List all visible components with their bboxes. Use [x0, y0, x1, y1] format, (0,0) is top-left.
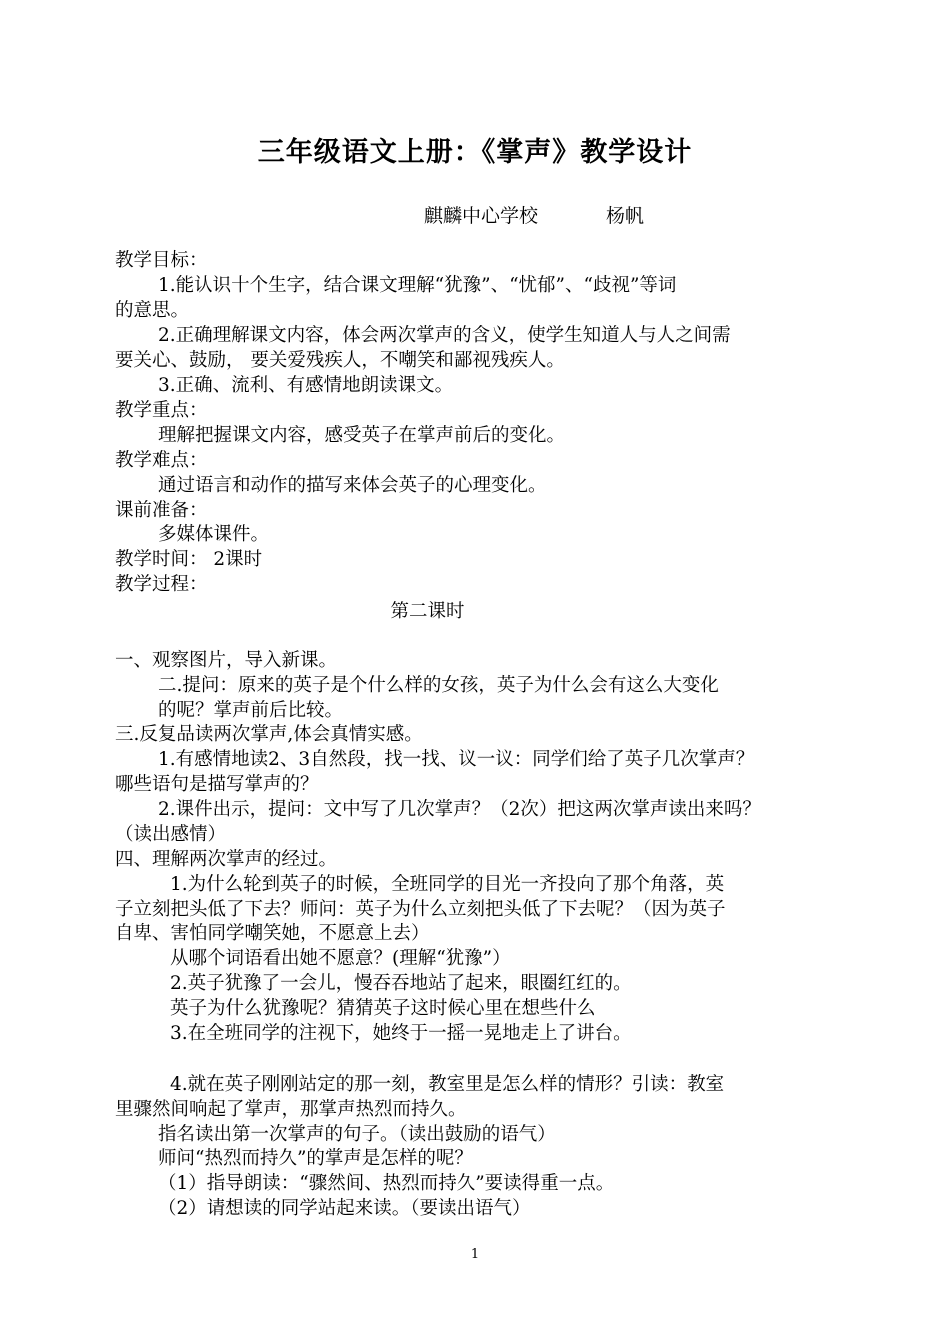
author-name: 杨帆 [606, 205, 645, 227]
paragraph-line: 通过语言和动作的描写来体会英子的心理变化。 [158, 475, 547, 496]
author-line [424, 201, 644, 228]
paragraph-line: 4.就在英子刚刚站定的那一刻，教室里是怎么样的情形？引读：教室 [170, 1074, 725, 1095]
lesson-subtitle: 第二课时 [390, 601, 465, 622]
paragraph-line: 1.能认识十个生字，结合课文理解“犹豫”、“忧郁”、“歧视”等词 [158, 275, 677, 296]
paragraph-line: 1.有感情地读2、3自然段，找一找、议一议：同学们给了英子几次掌声？ [158, 749, 755, 770]
section-heading: 教学目标： [115, 250, 208, 271]
paragraph-line: 的意思。 [115, 300, 190, 321]
document-title: 三年级语文上册：《掌声》教学设计 [257, 137, 693, 168]
paragraph-line: 英子为什么犹豫呢？猜猜英子这时候心里在想些什么 [170, 998, 596, 1019]
section-heading: 教学难点： [115, 450, 208, 471]
paragraph-line: 多媒体课件。 [158, 524, 270, 545]
paragraph-line: 2.课件出示，提问：文中写了几次掌声？（2次）把这两次掌声读出来吗？ [158, 799, 761, 820]
paragraph-line: （读出感情） [115, 824, 227, 845]
section-heading: 课前准备： [115, 500, 208, 521]
paragraph-line: 指名读出第一次掌声的句子。（读出鼓励的语气） [158, 1124, 556, 1145]
paragraph-line: 2.英子犹豫了一会儿，慢吞吞地站了起来，眼圈红红的。 [170, 973, 632, 994]
paragraph-line: 里骤然间响起了掌声，那掌声热烈而持久。 [115, 1099, 467, 1120]
paragraph-line: 要关心、鼓励， 要关爱残疾人，不嘲笑和鄙视残疾人。 [115, 350, 565, 371]
paragraph-line: 从哪个词语看出她不愿意？(理解“犹豫”） [170, 948, 511, 969]
section-heading: 三.反复品读两次掌声,体会真情实感。 [115, 724, 423, 745]
paragraph-line: 1.为什么轮到英子的时候，全班同学的目光一齐投向了那个角落，英 [170, 874, 725, 895]
paragraph-line: （1）指导朗读：“骤然间、热烈而持久”要读得重一点。 [158, 1173, 615, 1194]
paragraph-line: 哪些语句是描写掌声的？ [115, 774, 319, 795]
section-heading: 四、理解两次掌声的经过。 [115, 849, 338, 870]
paragraph-line: 师问“热烈而持久”的掌声是怎样的呢？ [158, 1148, 473, 1169]
paragraph-line: 的呢？掌声前后比较。 [158, 700, 344, 721]
page-number: 1 [470, 1247, 480, 1262]
paragraph-line: 理解把握课文内容，感受英子在掌声前后的变化。 [158, 425, 566, 446]
paragraph-line: 2.正确理解课文内容，体会两次掌声的含义，使学生知道人与人之间需 [158, 325, 731, 346]
paragraph-line: 二.提问：原来的英子是个什么样的女孩，英子为什么会有这么大变化 [158, 675, 719, 696]
section-heading: 教学重点： [115, 400, 208, 421]
paragraph-line: 3.正确、流利、有感情地朗读课文。 [158, 375, 454, 396]
paragraph-line: 3.在全班同学的注视下，她终于一摇一晃地走上了讲台。 [170, 1023, 632, 1044]
section-heading: 教学过程： [115, 574, 208, 595]
section-heading: 一、观察图片，导入新课。 [115, 650, 338, 671]
section-heading: 教学时间： 2课时 [115, 549, 263, 570]
paragraph-line: 自卑、害怕同学嘲笑她，不愿意上去） [115, 923, 430, 944]
school-name: 麒麟中心学校 [424, 205, 539, 227]
paragraph-line: 子立刻把头低了下去？师问：英子为什么立刻把头低了下去呢？（因为英子 [115, 899, 726, 920]
paragraph-line: （2）请想读的同学站起来读。（要读出语气） [158, 1198, 531, 1219]
